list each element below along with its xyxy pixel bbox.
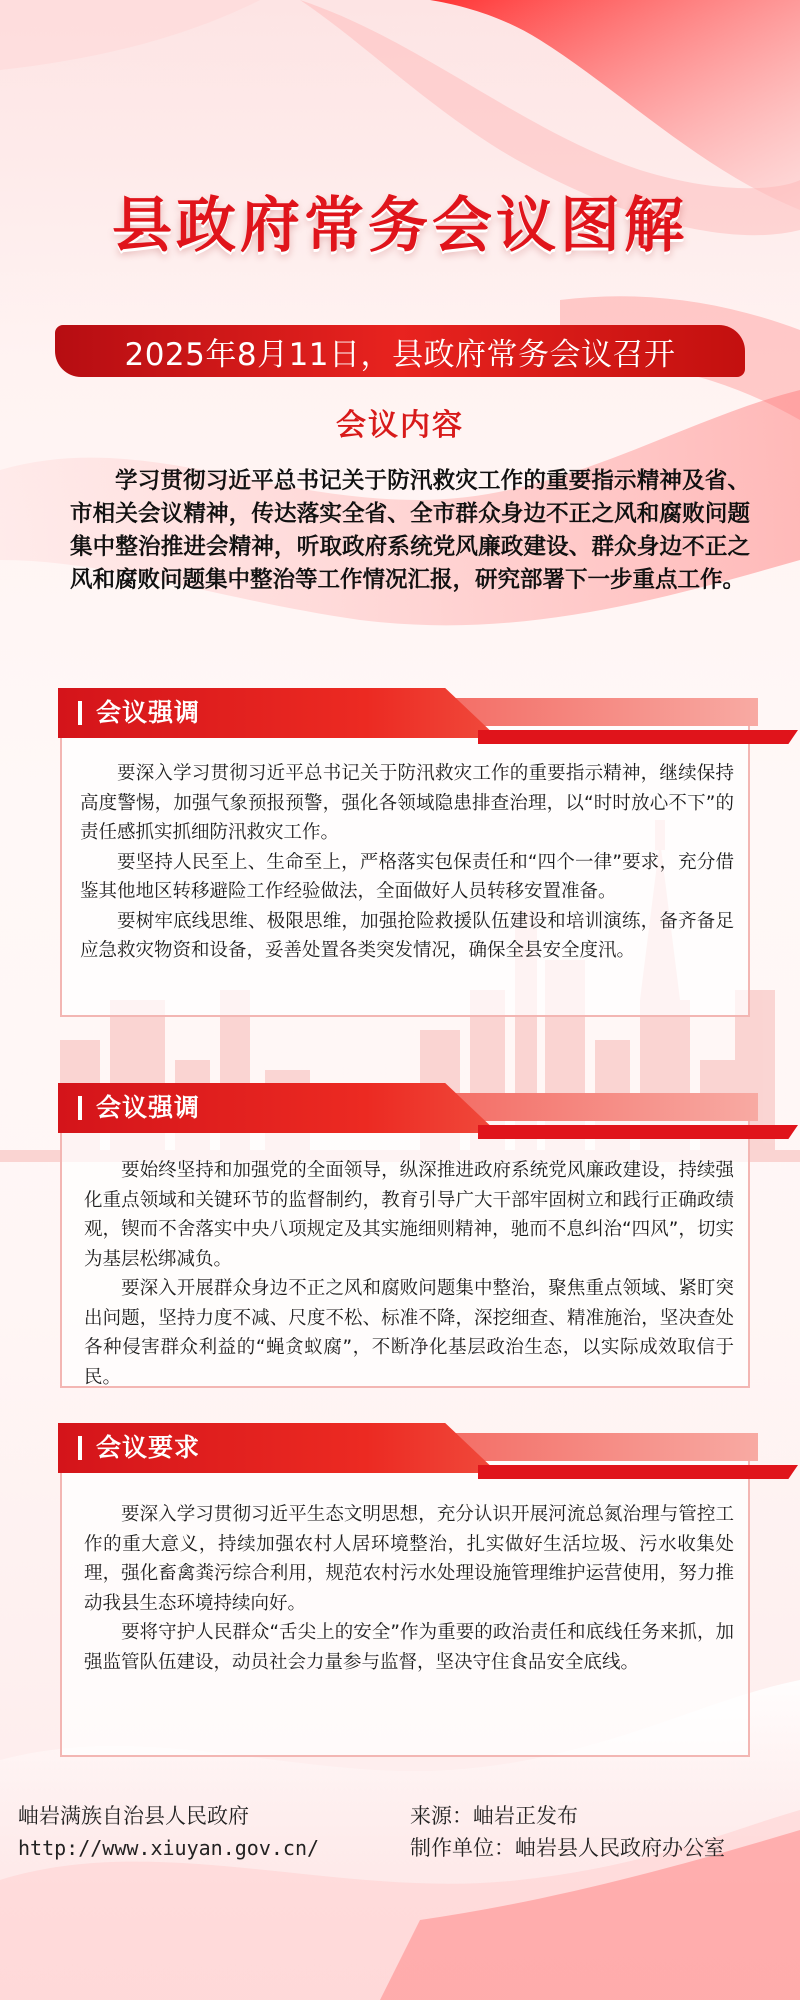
date-banner <box>55 325 745 377</box>
section-1-panel <box>60 712 750 1017</box>
footer-url[interactable]: http://www.xiuyan.gov.cn/ <box>18 1836 320 1860</box>
section-1-header <box>58 688 738 738</box>
section-1-paragraph-3: 要树牢底线思维、极限思维，加强抢险救援队伍建设和培训演练，备齐备足应急救灾物资和设备，妥善处置各类突发情况，确保全县安全度汛。 <box>80 910 734 961</box>
meeting-content-heading: 会议内容 <box>336 408 464 443</box>
section-2-heading: 会议强调 <box>78 1083 200 1133</box>
section-3-paragraph-1: 要深入学习贯彻习近平生态文明思想，充分认识开展河流总氮治理与管控工作的重大意义，持续加强农村人居环境整治，扎实做好生活垃圾、污水收集处理，强化畜禽粪污综合利用，规范农村污水处理设施管理维护运营使用，努力推动我县生态环境持续向好。 <box>84 1504 734 1614</box>
section-3-paragraph-2: 要将守护人民群众“舌尖上的安全”作为重要的政治责任和底线任务来抓，加强监管队伍建设，动员社会力量参与监督，坚决守住食品安全底线。 <box>84 1622 734 1673</box>
section-1-text <box>80 759 734 966</box>
section-3-heading: 会议要求 <box>78 1423 200 1473</box>
section-1-paragraph-2: 要坚持人民至上、生命至上，严格落实包保责任和“四个一律”要求，充分借鉴其他地区转移避险工作经验做法，全面做好人员转移安置准备。 <box>80 851 734 902</box>
section-3-panel <box>60 1452 750 1757</box>
footer-source: 来源：岫岩正发布 <box>410 1804 578 1828</box>
section-2-paragraph-2: 要深入开展群众身边不正之风和腐败问题集中整治，聚焦重点领域、紧盯突出问题，坚持力度不减、尺度不松、标准不降，深挖细查、精准施治，坚决查处各种侵害群众利益的“蝇贪蚁腐”，不断净化基层政治生态，以实际成效取信于民。 <box>84 1278 734 1388</box>
section-2-header <box>58 1083 738 1133</box>
footer-left <box>18 1800 408 1864</box>
footer-right <box>410 1800 800 1864</box>
section-1-paragraph-1: 要深入学习贯彻习近平总书记关于防汛救灾工作的重要指示精神，继续保持高度警惕，加强气象预报预警，强化各领域隐患排查治理，以“时时放心不下”的责任感抓实抓细防汛救灾工作。 <box>80 763 734 843</box>
section-2-text <box>84 1156 734 1392</box>
footer-org: 岫岩满族自治县人民政府 <box>18 1804 249 1828</box>
page-title: 县政府常务会议图解 <box>112 191 688 261</box>
footer-producer: 制作单位：岫岩县人民政府办公室 <box>410 1836 725 1860</box>
section-2-paragraph-1: 要始终坚持和加强党的全面领导，纵深推进政府系统党风廉政建设，持续强化重点领域和关键环节的监督制约，教育引导广大干部牢固树立和践行正确政绩观，锲而不舍落实中央八项规定及其实施细则精神，驰而不息纠治“四风”，切实为基层松绑减负。 <box>84 1160 734 1270</box>
section-2-panel <box>60 1108 750 1388</box>
section-3-text <box>84 1500 734 1677</box>
section-1-heading: 会议强调 <box>78 688 200 738</box>
date-banner-text: 2025年8月11日，县政府常务会议召开 <box>124 336 676 373</box>
intro-paragraph: 学习贯彻习近平总书记关于防汛救灾工作的重要指示精神及省、市相关会议精神，传达落实全省、全市群众身边不正之风和腐败问题集中整治推进会精神，听取政府系统党风廉政建设、群众身边不正之风和腐败问题集中整治等工作情况汇报，研究部署下一步重点工作。 <box>70 468 750 593</box>
section-3-header <box>58 1423 738 1473</box>
